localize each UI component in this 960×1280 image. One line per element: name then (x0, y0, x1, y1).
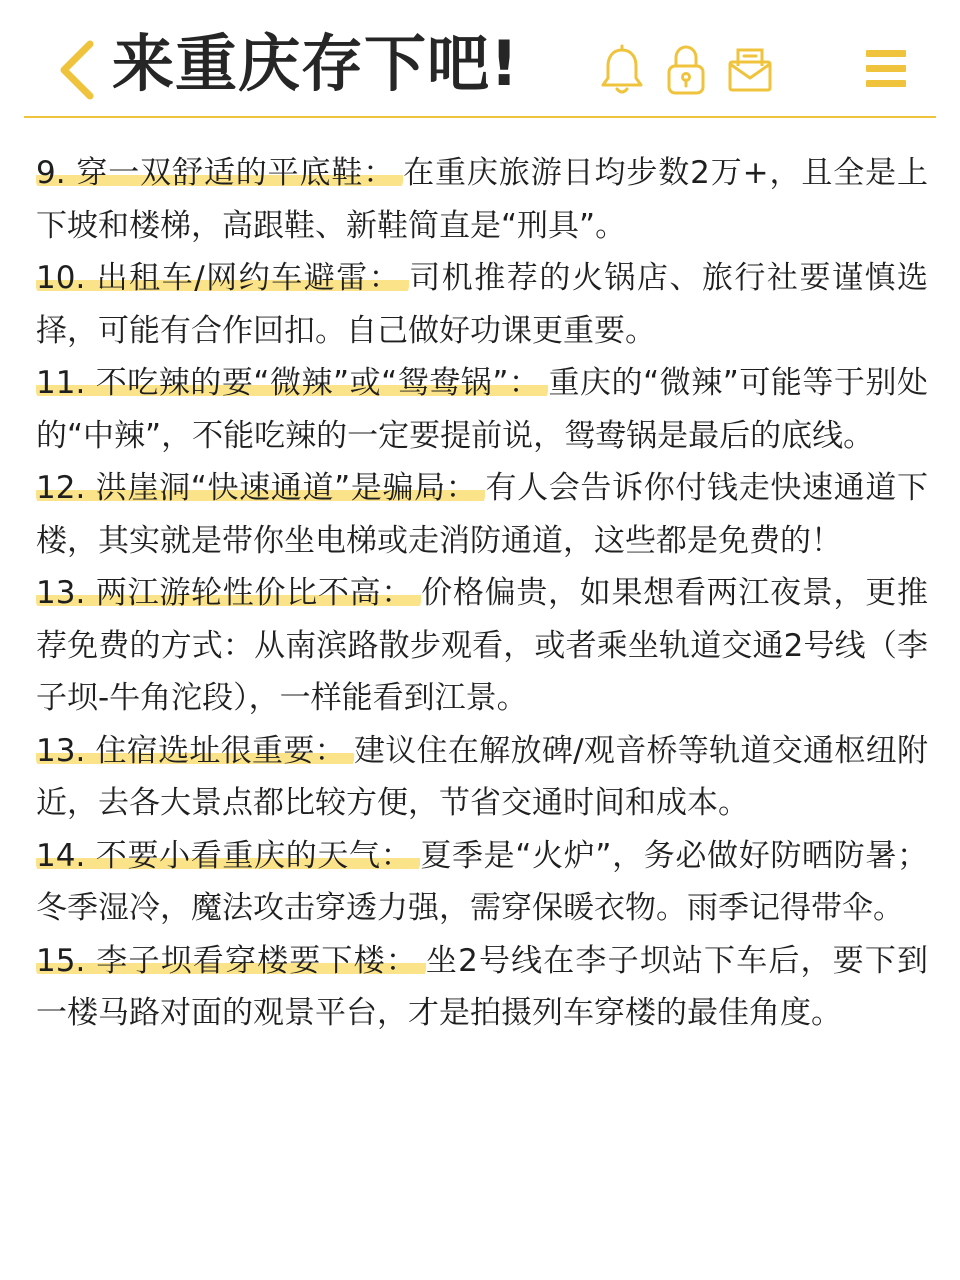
tip-body: 夏季是“火炉”，务必做好防晒防暑；冬季湿冷，魔法攻击穿透力强，需穿保暖衣物。雨季记得带伞。 (36, 837, 928, 926)
tip-body: 建议住在解放碑/观音桥等轨道交通枢纽附近，去各大景点都比较方便，节省交通时间和成本。 (36, 732, 928, 821)
tip-heading: 14. 不要小看重庆的天气： (36, 838, 420, 874)
tip-body: 价格偏贵，如果想看两江夜景，更推荐免费的方式：从南滨路散步观看，或者乘坐轨道交通2号线（李子坝-牛角沱段），一样能看到江景。 (36, 575, 929, 716)
tip-heading: 13. 两江游轮性价比不高： (36, 575, 421, 611)
tip-item (36, 147, 928, 252)
tip-heading: 11. 不吃辣的要“微辣”或“鸳鸯锅”： (36, 365, 548, 401)
header-divider (24, 116, 936, 118)
tip-item (36, 725, 928, 830)
lock-icon[interactable] (662, 44, 710, 96)
chevron-left-icon[interactable] (52, 38, 102, 102)
tip-item (36, 567, 928, 725)
tip-body: 在重庆旅游日均步数2万+，且全是上下坡和楼梯，高跟鞋、新鞋简直是“刑具”。 (36, 155, 928, 244)
tip-item (36, 252, 928, 357)
tip-item (36, 462, 928, 567)
top-bar (0, 0, 960, 118)
tip-body: 坐2号线在李子坝站下车后，要下到一楼马路对面的观景平台，才是拍摄列车穿楼的最佳角度。 (36, 942, 928, 1031)
tip-heading: 13. 住宿选址很重要： (36, 733, 354, 769)
tip-body: 有人会告诉你付钱走快速通道下楼，其实就是带你坐电梯或走消防通道，这些都是免费的！ (36, 470, 928, 559)
tip-body: 司机推荐的火锅店、旅行社要谨慎选择，可能有合作回扣。自己做好功课更重要。 (36, 260, 928, 349)
tips-list (36, 147, 928, 1040)
tip-heading: 9. 穿一双舒适的平底鞋： (36, 155, 403, 191)
menu-icon[interactable] (862, 48, 910, 90)
tip-item (36, 357, 928, 462)
tip-heading: 12. 洪崖洞“快速通道”是骗局： (36, 470, 485, 506)
tip-item (36, 935, 928, 1040)
page-title: 来重庆存下吧! (112, 27, 520, 100)
tip-heading: 15. 李子坝看穿楼要下楼： (36, 943, 426, 979)
tip-item (36, 830, 928, 935)
mail-icon[interactable] (726, 44, 774, 96)
bell-icon[interactable] (598, 44, 646, 96)
tip-body: 重庆的“微辣”可能等于别处的“中辣”，不能吃辣的一定要提前说，鸳鸯锅是最后的底线。 (36, 365, 928, 454)
tip-heading: 10. 出租车/网约车避雷： (36, 260, 409, 296)
